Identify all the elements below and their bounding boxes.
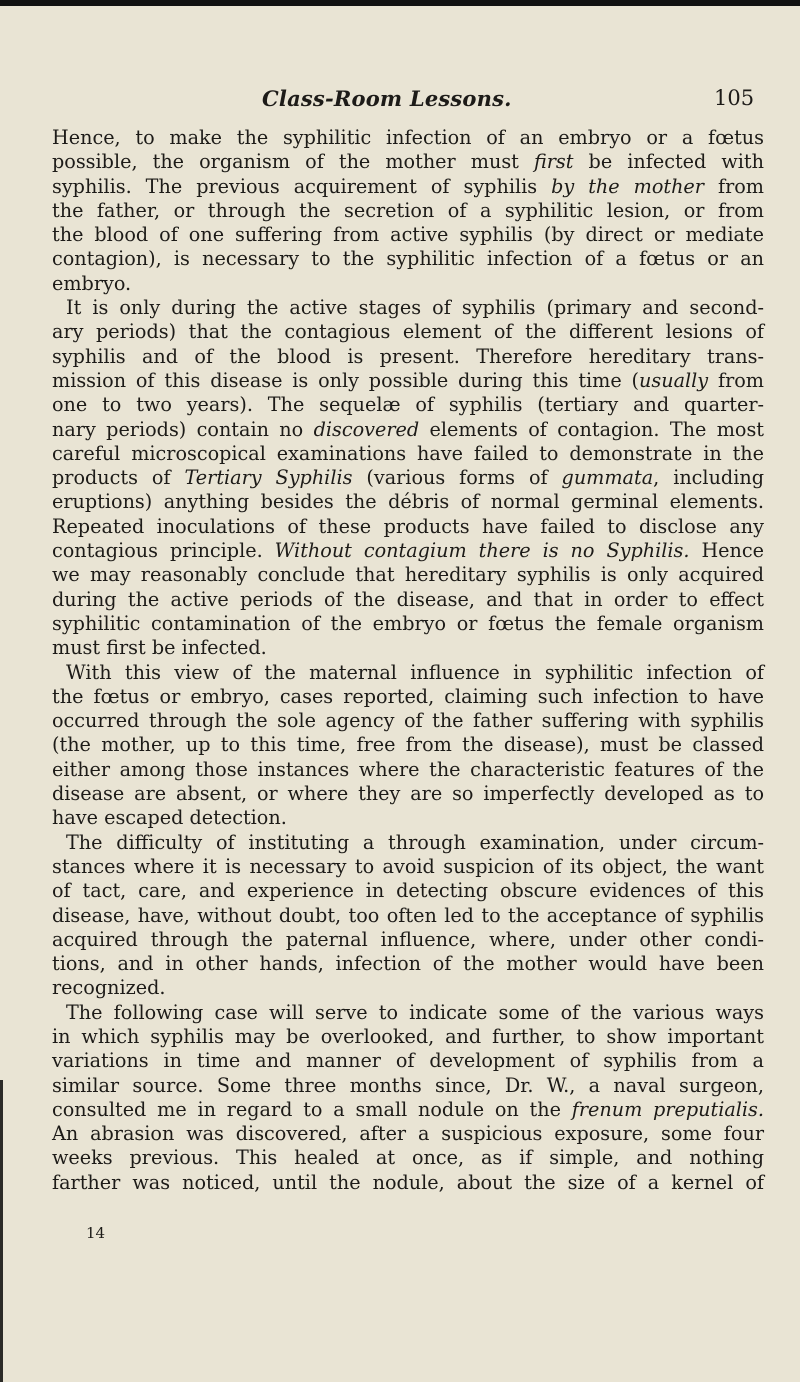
text-line (52, 1146, 764, 1170)
text-line (52, 539, 764, 563)
text-line (52, 393, 764, 417)
text-segment: (various forms of (352, 466, 562, 490)
text-line (52, 1049, 764, 1073)
text-line (52, 150, 764, 174)
text-segment: syphilis and of the blood is present. Therefore hereditary trans- (52, 344, 764, 368)
text-segment: ary periods) that the contagious element of the different lesions of (52, 320, 764, 344)
text-line (52, 612, 764, 636)
text-segment: elements of contagion. The most (419, 417, 764, 441)
text-segment: Repeated inoculations of these products have failed to disclose any (52, 514, 764, 538)
text-line (52, 1001, 764, 1025)
text-line (52, 175, 764, 199)
text-line (52, 320, 764, 344)
text-segment: , including (653, 466, 764, 490)
italic-text: frenum preputialis. (571, 1097, 764, 1121)
text-segment: possible, the organism of the mother must (52, 150, 534, 174)
text-line (52, 466, 764, 490)
text-segment: recognized. (52, 976, 166, 1000)
text-segment: of tact, care, and experience in detecting obscure evidences of this (52, 879, 764, 903)
text-line (52, 223, 764, 247)
text-line (52, 418, 764, 442)
page-left-edge (0, 1080, 3, 1382)
text-line (52, 904, 764, 928)
text-segment: Hence (689, 539, 764, 563)
italic-text: first (533, 150, 574, 174)
text-segment: must first be infected. (52, 636, 267, 660)
italic-text: usually (639, 368, 709, 392)
text-segment: be infected with (573, 150, 764, 174)
text-segment: consulted me in regard to a small nodule on the (52, 1097, 572, 1121)
text-line (52, 806, 764, 830)
top-rule (0, 0, 800, 6)
text-segment: The difficulty of instituting a through examination, under circum- (66, 830, 764, 854)
text-segment: It is only during the active stages of syphilis (primary and second- (66, 296, 764, 320)
running-head: Class-Room Lessons. (262, 86, 512, 111)
text-line (52, 976, 764, 1000)
text-segment: either among those instances where the characteristic features of the (52, 757, 764, 781)
text-segment: syphilitic contamination of the embryo or fœtus the female organism (52, 611, 764, 635)
text-line (52, 733, 764, 757)
text-segment: variations in time and manner of development of syphilis from a (52, 1049, 764, 1073)
text-line (52, 1122, 764, 1146)
text-line (52, 782, 764, 806)
text-line (52, 1171, 764, 1195)
text-segment: With this view of the maternal influence in syphilitic infection of (66, 660, 764, 684)
text-line (52, 515, 764, 539)
text-segment: from (708, 368, 764, 392)
text-segment: the father, or through the secretion of a syphilitic lesion, or from (52, 198, 764, 222)
text-segment: nary periods) contain no (52, 417, 314, 441)
text-segment: acquired through the paternal influence, where, under other condi- (52, 927, 764, 951)
text-line (52, 369, 764, 393)
text-line (52, 1098, 764, 1122)
text-line (52, 879, 764, 903)
text-segment: one to two years). The sequelæ of syphilis (tertiary and quarter- (52, 393, 764, 417)
text-line (52, 272, 764, 296)
text-line (52, 126, 764, 150)
text-segment: The following case will serve to indicate some of the various ways (66, 1000, 764, 1024)
text-line (52, 855, 764, 879)
text-segment: farther was noticed, until the nodule, about the size of a kernel of (52, 1170, 764, 1194)
text-line (52, 758, 764, 782)
text-segment: An abrasion was discovered, after a suspicious exposure, some four (52, 1122, 764, 1146)
text-segment: tions, and in other hands, infection of the mother would have been (52, 952, 764, 976)
italic-text: by the mother (551, 174, 704, 198)
text-line (52, 296, 764, 320)
text-line (52, 928, 764, 952)
text-segment: occurred through the sole agency of the father suffering with syphilis (52, 709, 764, 733)
text-segment: careful microscopical examinations have failed to demonstrate in the (52, 441, 764, 465)
text-segment: have escaped detection. (52, 806, 287, 830)
text-line (52, 831, 764, 855)
text-segment: the blood of one suffering from active syphilis (by direct or mediate (52, 223, 764, 247)
text-segment: stances where it is necessary to avoid suspicion of its object, the want (52, 854, 764, 878)
text-segment: we may reasonably conclude that hereditary syphilis is only acquired (52, 563, 764, 587)
text-line (52, 588, 764, 612)
text-segment: in which syphilis may be overlooked, and further, to show important (52, 1024, 764, 1048)
italic-text: discovered (313, 417, 420, 441)
text-line (52, 490, 764, 514)
text-segment: during the active periods of the disease, and that in order to effect (52, 587, 764, 611)
text-line (52, 661, 764, 685)
text-segment: mission of this disease is only possible during this time ( (52, 368, 640, 392)
text-segment: contagious principle. (52, 539, 275, 563)
text-segment: disease, have, without doubt, too often led to the acceptance of syphilis (52, 903, 764, 927)
text-segment: weeks previous. This healed at once, as if simple, and nothing (52, 1146, 764, 1170)
text-segment: Hence, to make the syphilitic infection of an embryo or a fœtus (52, 126, 764, 149)
text-segment: products of (52, 466, 185, 490)
text-segment: the fœtus or embryo, cases reported, claiming such infection to have (52, 684, 764, 708)
signature-mark: 14 (86, 1224, 106, 1242)
text-segment: eruptions) anything besides the débris of normal germinal elements. (52, 490, 764, 514)
italic-text: gummata (561, 466, 654, 490)
text-segment: syphilis. The previous acquirement of syphilis (52, 174, 552, 198)
text-segment: contagion), is necessary to the syphilitic infection of a fœtus or an (52, 247, 764, 271)
text-segment: disease are absent, or where they are so imperfectly developed as to (52, 782, 764, 806)
text-line (52, 247, 764, 271)
page-number: 105 (714, 86, 755, 110)
text-segment: (the mother, up to this time, free from the disease), must be classed (52, 733, 764, 757)
text-segment: similar source. Some three months since, Dr. W., a naval surgeon, (52, 1073, 764, 1097)
page-header (0, 86, 800, 118)
text-line (52, 685, 764, 709)
italic-text: Without contagium there is no Syphilis. (274, 539, 690, 563)
text-line (52, 1074, 764, 1098)
text-line (52, 442, 764, 466)
italic-text: Tertiary Syphilis (184, 466, 353, 490)
text-segment: embryo. (52, 271, 132, 295)
text-line (52, 199, 764, 223)
text-line (52, 636, 764, 660)
text-segment: from (703, 174, 764, 198)
text-line (52, 1025, 764, 1049)
text-line (52, 709, 764, 733)
text-line (52, 952, 764, 976)
body-text (52, 126, 764, 1195)
text-line (52, 563, 764, 587)
text-line (52, 345, 764, 369)
